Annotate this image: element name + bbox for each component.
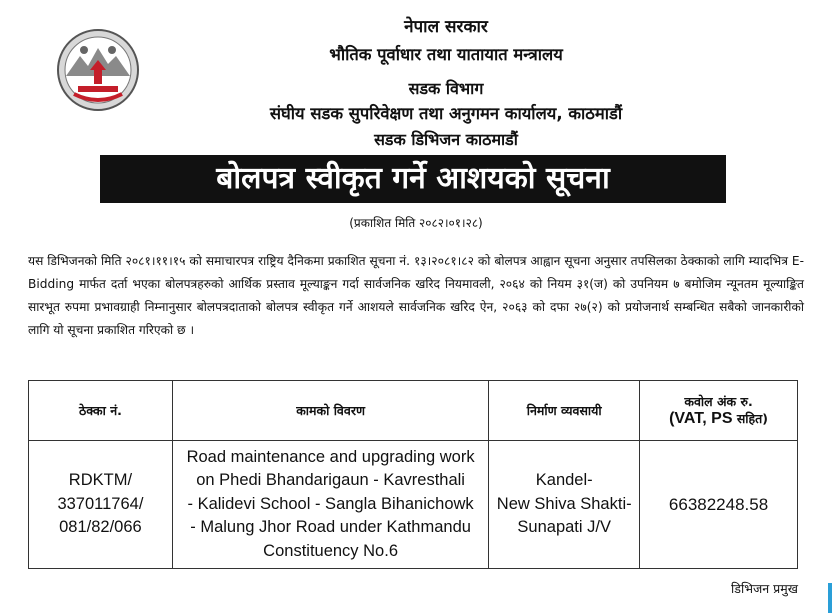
header-office: संघीय सडक सुपरिवेक्षण तथा अनुगमन कार्यालय, काठमाडौं	[269, 104, 623, 123]
published-date: (प्रकाशित मिति २०८२।०१।२८)	[349, 216, 483, 230]
header-contract-no: ठेक्का नं.	[29, 381, 173, 441]
header-amount-line2: (VAT, PS सहित)	[669, 410, 769, 427]
header-ministry: भौतिक पूर्वाधार तथा यातायात मन्त्रालय	[329, 45, 563, 64]
cell-amount: 66382248.58	[640, 441, 798, 569]
header-amount	[640, 381, 798, 441]
cell-builder: Kandel- New Shiva Shakti- Sunapati J/V	[489, 441, 640, 569]
signature-division-chief: डिभिजन प्रमुख	[731, 581, 798, 596]
edge-mark	[828, 583, 832, 613]
cell-description: Road maintenance and upgrading work on Phedi Bhandarigaun - Kavresthali - Kalidevi School - Sangla Bihanichowk - Malung Jhor Road under Kathmandu Constituency No.6	[172, 441, 488, 569]
notice-title: बोलपत्र स्वीकृत गर्ने आशयको सूचना	[100, 155, 726, 203]
cell-contract-no: RDKTM/ 337011764/ 081/82/066	[29, 441, 173, 569]
header-amount-vat-ps: VAT, PS	[674, 410, 733, 427]
table-row	[29, 441, 798, 569]
header-government: नेपाल सरकार	[404, 17, 488, 37]
header-amount-line1: कवोल अंक रु.	[684, 394, 753, 409]
table-header-row	[29, 381, 798, 441]
header-division: सडक डिभिजन काठमाडौं	[374, 130, 518, 149]
award-table	[28, 380, 798, 569]
notice-body: यस डिभिजनको मिति २०८१।११।१५ को समाचारपत्र राष्ट्रिय दैनिकमा प्रकाशित सूचना नं. १३।२०८१।८२ को बोलपत्र आह्वान सूचना अनुसार तपसिलका ठेक्काको लागि म्यादभित्र E-Bidding मार्फत दर्ता भएका बोलपत्रहरुको आर्थिक प्रस्ताव मूल्याङ्कन गर्दा सार्वजनिक खरिद नियमावली, २०६४ को नियम ३१(ज) को उपनियम ७ बमोजिम न्यूनतम मूल्याङ्कित सारभूत रुपमा प्रभावग्राही निम्नानुसार बोलपत्रदाताको बोलपत्र स्वीकृत गर्ने आशयले सार्वजनिक खरिद ऐन, २०६३ को दफा २७(२) को प्रयोजनार्थ सम्बन्धित सबैको जानकारीको लागि यो सूचना प्रकाशित गरिएको छ ।	[28, 254, 804, 337]
header-builder: निर्माण व्यवसायी	[489, 381, 640, 441]
header-department: सडक विभाग	[408, 79, 484, 98]
header-description: कामको विवरण	[172, 381, 488, 441]
